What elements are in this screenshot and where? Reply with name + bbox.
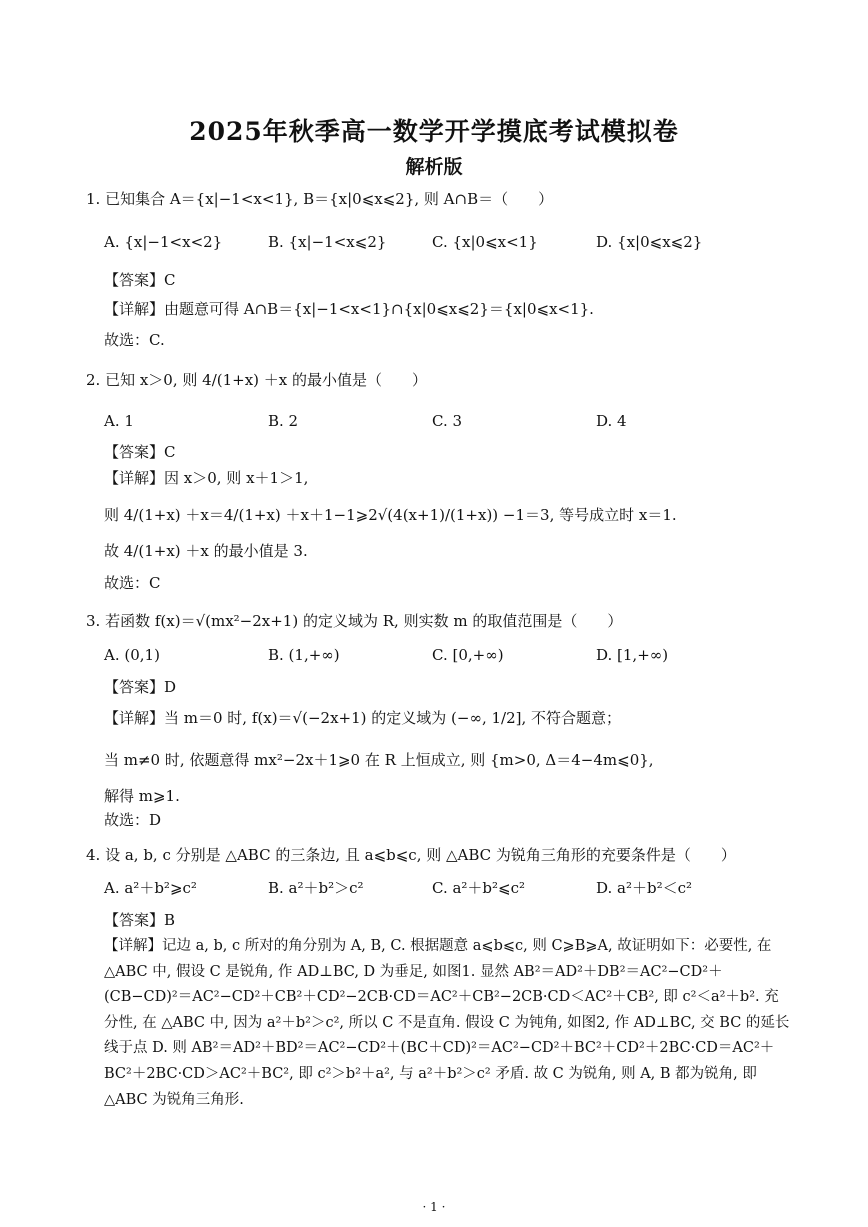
q1-detail: 【详解】由题意可得 A∩B＝{x|−1<x<1}∩{x|0⩽x⩽2}＝{x|0⩽x<1}. (104, 300, 594, 318)
q1-option-d: D. {x|0⩽x⩽2} (596, 233, 703, 251)
q3-detail-3: 解得 m⩾1. (104, 787, 180, 805)
q3-option-d: D. [1,+∞) (596, 646, 669, 664)
q1-option-b: B. {x|−1<x⩽2} (268, 233, 387, 251)
page-subtitle: 解析版 (405, 156, 463, 178)
q3-answer: 【答案】D (104, 678, 177, 696)
q1-option-c: C. {x|0⩽x<1} (432, 233, 538, 251)
q2-detail-1: 【详解】因 x＞0, 则 x＋1＞1, (104, 469, 309, 487)
q2-choose: 故选：C (104, 574, 161, 592)
q2-detail-3: 故 4/(1+x) ＋x 的最小值是 3. (104, 542, 308, 560)
q3-detail-2: 当 m≠0 时, 依题意得 mx²−2x＋1⩾0 在 R 上恒成立, 则 {m>0, Δ＝4−4m⩽0}, (104, 751, 654, 769)
q3-choose: 故选：D (104, 811, 162, 829)
q3-option-b: B. (1,+∞) (268, 646, 340, 664)
q2-detail-2: 则 4/(1+x) ＋x＝4/(1+x) ＋x＋1−1⩾2√(4(x+1)/(1+x)) −1＝3, 等号成立时 x＝1. (104, 506, 677, 524)
q4-stem: 4. 设 a, b, c 分别是 △ABC 的三条边, 且 a⩽b⩽c, 则 △ABC 为锐角三角形的充要条件是（ ） (86, 846, 736, 864)
q2-option-d: D. 4 (596, 412, 627, 430)
q2-option-c: C. 3 (432, 412, 463, 430)
q1-choose: 故选：C. (104, 331, 165, 349)
q3-option-a: A. (0,1) (104, 646, 160, 664)
q4-option-b: B. a²＋b²＞c² (268, 879, 364, 897)
page-number: · 1 · (422, 1200, 446, 1214)
q1-stem: 1. 已知集合 A＝{x|−1<x<1}, B＝{x|0⩽x⩽2}, 则 A∩B＝（ ） (86, 190, 554, 208)
q1-answer: 【答案】C (104, 271, 176, 289)
q4-answer: 【答案】B (104, 911, 176, 929)
q2-answer: 【答案】C (104, 443, 176, 461)
q2-option-a: A. 1 (104, 412, 134, 430)
q4-option-c: C. a²＋b²⩽c² (432, 879, 526, 897)
q4-option-a: A. a²＋b²⩾c² (104, 879, 197, 897)
q2-option-b: B. 2 (268, 412, 299, 430)
q3-stem: 3. 若函数 f(x)＝√(mx²−2x+1) 的定义域为 R, 则实数 m 的取值范围是（ ） (86, 612, 623, 630)
q4-detail: 【详解】记边 a, b, c 所对的角分别为 A, B, C. 根据题意 a⩽b⩽c, 则 C⩾B⩾A, 故证明如下：必要性, 在 △ABC 中, 假设 C 是锐角, 作 AD⊥BC, D 为垂足, 如图1. 显然 AB²＝AD²＋DB²＝AC²−CD²＋(CB−CD)²＝AC²−CD²＋CB²＋CD²−2CB·CD＝AC²＋CB²−2CB·CD＜AC²＋CB², 即 c²＜a²＋b². 充分性, 在 △ABC 中, 因为 a²＋b²＞c², 所以 C 不是直角. 假设 C 为钝角, 如图2, 作 AD⊥BC, 交 BC 的延长线于点 D. 则 AB²＝AD²＋BD²＝AC²−CD²＋(BC＋CD)²＝AC²−CD²＋BC²＋CD²＋2BC·CD＝AC²＋BC²＋2BC·CD＞AC²＋BC², 即 c²＞b²＋a², 与 a²＋b²＞c² 矛盾. 故 C 为锐角, 则 A, B 都为锐角, 即 △ABC 为锐角三角形. (104, 938, 790, 1108)
page-title: 2025年秋季高一数学开学摸底考试模拟卷 (189, 117, 679, 146)
q3-detail-1: 【详解】当 m＝0 时, f(x)＝√(−2x+1) 的定义域为 (−∞, 1/2], 不符合题意； (104, 709, 622, 727)
q2-stem: 2. 已知 x＞0, 则 4/(1+x) ＋x 的最小值是（ ） (86, 371, 428, 389)
q1-option-a: A. {x|−1<x<2} (104, 233, 223, 251)
q3-option-c: C. [0,+∞) (432, 646, 504, 664)
q4-option-d: D. a²＋b²＜c² (596, 879, 693, 897)
